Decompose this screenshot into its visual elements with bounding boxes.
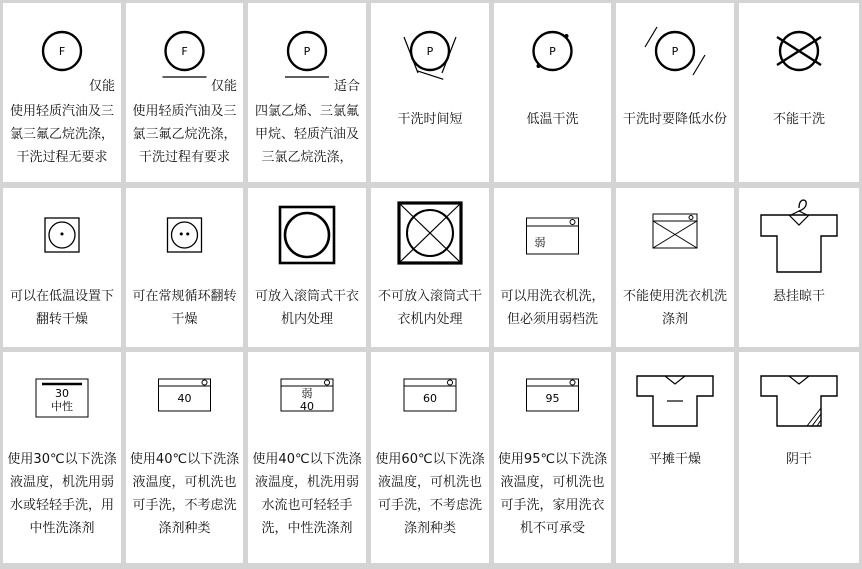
symbol-cell-short-dryclean — [371, 3, 489, 182]
description-line: 可以用洗衣机洗， — [500, 289, 605, 304]
description-line: 甲烷、轻质汽油及 — [254, 127, 359, 142]
symbol-cell-tumble-allowed — [248, 188, 366, 347]
description-line: 水或轻轻手洗，用 — [9, 498, 114, 513]
description-line: 涤剂种类 — [403, 521, 456, 536]
symbol-graphic — [371, 3, 489, 182]
symbol-description — [3, 100, 121, 169]
description-line: 使用40℃以下洗涤 — [129, 452, 240, 467]
shirt-hanger-icon — [761, 200, 837, 272]
description-line: 可手洗，不考虑洗 — [377, 498, 482, 513]
description-line: 可手洗，不考虑洗 — [132, 498, 237, 513]
description-line: 不可放入滚筒式干 — [377, 289, 482, 304]
description-line: 使用60℃以下洗涤 — [375, 452, 485, 467]
svg-text:弱: 弱 — [301, 387, 313, 400]
dryclean-circle-icon — [404, 32, 456, 79]
description-line: 低温干洗 — [526, 112, 579, 127]
symbol-description — [739, 108, 859, 131]
symbol-description — [616, 108, 734, 131]
symbol-description — [494, 108, 611, 131]
symbol-description — [248, 100, 366, 169]
symbol-cell-low-temp-dryclean — [494, 3, 611, 182]
description-line: 干洗时间短 — [397, 112, 463, 127]
symbol-description — [494, 285, 611, 331]
description-line: 使用95℃以下洗涤 — [497, 452, 608, 467]
description-line: 使用轻质汽油及三 — [9, 104, 114, 119]
description-line: 干洗过程有要求 — [138, 150, 230, 165]
description-line: 可放入滚筒式干衣 — [254, 289, 359, 304]
description-line: 液温度，可机洗也 — [377, 475, 482, 490]
symbol-description — [739, 448, 859, 471]
svg-text:F: F — [58, 45, 66, 58]
symbol-cell-machine-wash-weak — [494, 188, 611, 347]
wash-temperature-icon — [404, 379, 456, 411]
description-line: 可在常规循环翻转 — [132, 289, 237, 304]
svg-text:F: F — [181, 45, 188, 58]
symbol-description — [126, 448, 243, 540]
symbol-graphic — [739, 3, 859, 182]
wash-temperature-icon — [159, 379, 211, 411]
description-line: 衣机内处理 — [397, 312, 463, 327]
symbol-cell-no-dryclean — [739, 3, 859, 182]
symbol-cell-tumble-low — [3, 188, 121, 347]
svg-text:P: P — [549, 45, 556, 58]
symbol-description — [494, 448, 611, 540]
symbol-description — [248, 448, 366, 540]
symbol-description — [371, 285, 489, 331]
description-line: 使用30℃以下洗涤 — [7, 452, 117, 467]
description-line: 使用40℃以下洗涤 — [252, 452, 362, 467]
symbol-description — [371, 448, 489, 540]
svg-text:弱: 弱 — [534, 236, 546, 249]
tumble-dry-small-icon — [45, 218, 79, 252]
symbol-cell-f-light-solvent — [3, 3, 121, 182]
symbol-graphic — [616, 3, 734, 182]
washing-machine-icon — [527, 218, 579, 254]
description-line: 液温度，可机洗也 — [132, 475, 237, 490]
svg-text:P: P — [426, 45, 434, 58]
svg-text:40: 40 — [177, 392, 192, 405]
description-line: 液温度，可机洗也 — [500, 475, 605, 490]
symbol-cell-dry-flat — [616, 352, 734, 563]
description-line: 中性洗涤剂 — [29, 521, 95, 536]
symbol-description — [371, 108, 489, 131]
tumble-dry-icon — [280, 207, 334, 263]
description-line: 干洗过程无要求 — [16, 150, 108, 165]
description-line: 水流也可轻轻手 — [261, 498, 353, 513]
symbol-cell-f-light-solvent-restricted — [126, 3, 243, 182]
description-line: 机不可承受 — [519, 521, 585, 536]
symbol-description — [248, 285, 366, 331]
description-line: 不能干洗 — [772, 112, 825, 127]
description-line: 干洗时要降低水份 — [622, 112, 727, 127]
dryclean-circle-icon — [43, 32, 81, 70]
description-line: 洗，中性洗涤剂 — [261, 521, 353, 536]
description-line: 液温度，机洗用弱 — [254, 475, 359, 490]
svg-text:•: • — [58, 228, 66, 241]
description-line: 氯三氟乙烷洗涤， — [132, 127, 237, 142]
symbol-cell-wash-30 — [3, 352, 121, 563]
symbol-cell-p-solvents — [248, 3, 366, 182]
description-line: 四氯乙烯、三氯氟 — [254, 104, 359, 119]
symbol-description — [126, 100, 243, 169]
symbol-cell-wash-95 — [494, 352, 611, 563]
symbol-cell-wash-40 — [126, 352, 243, 563]
description-line: 使用轻质汽油及三 — [132, 104, 237, 119]
wash-temperature-icon — [281, 379, 333, 413]
symbol-cell-shade-dry — [739, 352, 859, 563]
dryclean-circle-icon — [645, 27, 705, 75]
description-line: 不能使用洗衣机洗 — [622, 289, 727, 304]
dry-flat-icon — [637, 376, 713, 426]
symbol-cell-hang-dry — [739, 188, 859, 347]
description-line: 涤剂种类 — [158, 521, 211, 536]
wash-temperature-icon — [36, 379, 88, 417]
description-line: 阴干 — [785, 452, 812, 467]
wash-temperature-icon — [527, 379, 579, 411]
symbol-cell-tumble-normal — [126, 188, 243, 347]
symbol-description — [3, 285, 121, 331]
tumble-dry-small-icon — [168, 218, 202, 252]
symbol-cell-wash-60 — [371, 352, 489, 563]
description-line: 可以在低温设置下 — [9, 289, 114, 304]
description-line: 液温度，机洗用弱 — [9, 475, 114, 490]
symbol-graphic — [739, 188, 859, 347]
description-line: 悬挂晾干 — [772, 289, 825, 304]
no-machine-wash-icon — [653, 214, 697, 248]
symbol-cell-wash-40-weak — [248, 352, 366, 563]
svg-text:60: 60 — [423, 392, 437, 405]
symbol-cell-no-machine-wash — [616, 188, 734, 347]
svg-text:中性: 中性 — [51, 400, 73, 413]
qualifier-label: 仅能 — [88, 79, 115, 94]
dryclean-circle-icon — [534, 32, 572, 70]
symbol-cell-reduce-moisture-dryclean — [616, 3, 734, 182]
symbol-description — [616, 285, 734, 331]
dryclean-circle-icon — [285, 32, 329, 77]
description-line: 但必须用弱档洗 — [506, 312, 598, 327]
svg-text:95: 95 — [545, 392, 560, 405]
symbol-description — [3, 448, 121, 540]
dryclean-circle-icon — [163, 32, 207, 77]
qualifier-label: 适合 — [333, 79, 360, 94]
shade-dry-icon — [761, 376, 837, 426]
qualifier-label: 仅能 — [210, 79, 237, 94]
description-line: 翻转干燥 — [35, 312, 88, 327]
symbol-description — [126, 285, 243, 331]
description-line: 氯三氟乙烷洗涤， — [9, 127, 114, 142]
description-line: 机内处理 — [280, 312, 333, 327]
symbol-description — [616, 448, 734, 471]
svg-text:30: 30 — [55, 387, 69, 400]
svg-text:P: P — [303, 45, 311, 58]
symbol-cell-tumble-not-allowed — [371, 188, 489, 347]
svg-text:••: •• — [178, 228, 191, 241]
symbol-description — [739, 285, 859, 308]
svg-text:P: P — [671, 45, 679, 58]
description-line: 三氯乙烷洗涤， — [261, 150, 353, 165]
description-line: 可手洗，家用洗衣 — [500, 498, 605, 513]
symbol-graphic — [494, 3, 611, 182]
description-line: 涤剂 — [661, 312, 688, 327]
description-line: 干燥 — [171, 312, 198, 327]
no-tumble-dry-icon — [399, 203, 461, 263]
description-line: 平摊干燥 — [648, 452, 701, 467]
svg-text:40: 40 — [300, 400, 314, 413]
no-dryclean-icon — [777, 32, 821, 70]
